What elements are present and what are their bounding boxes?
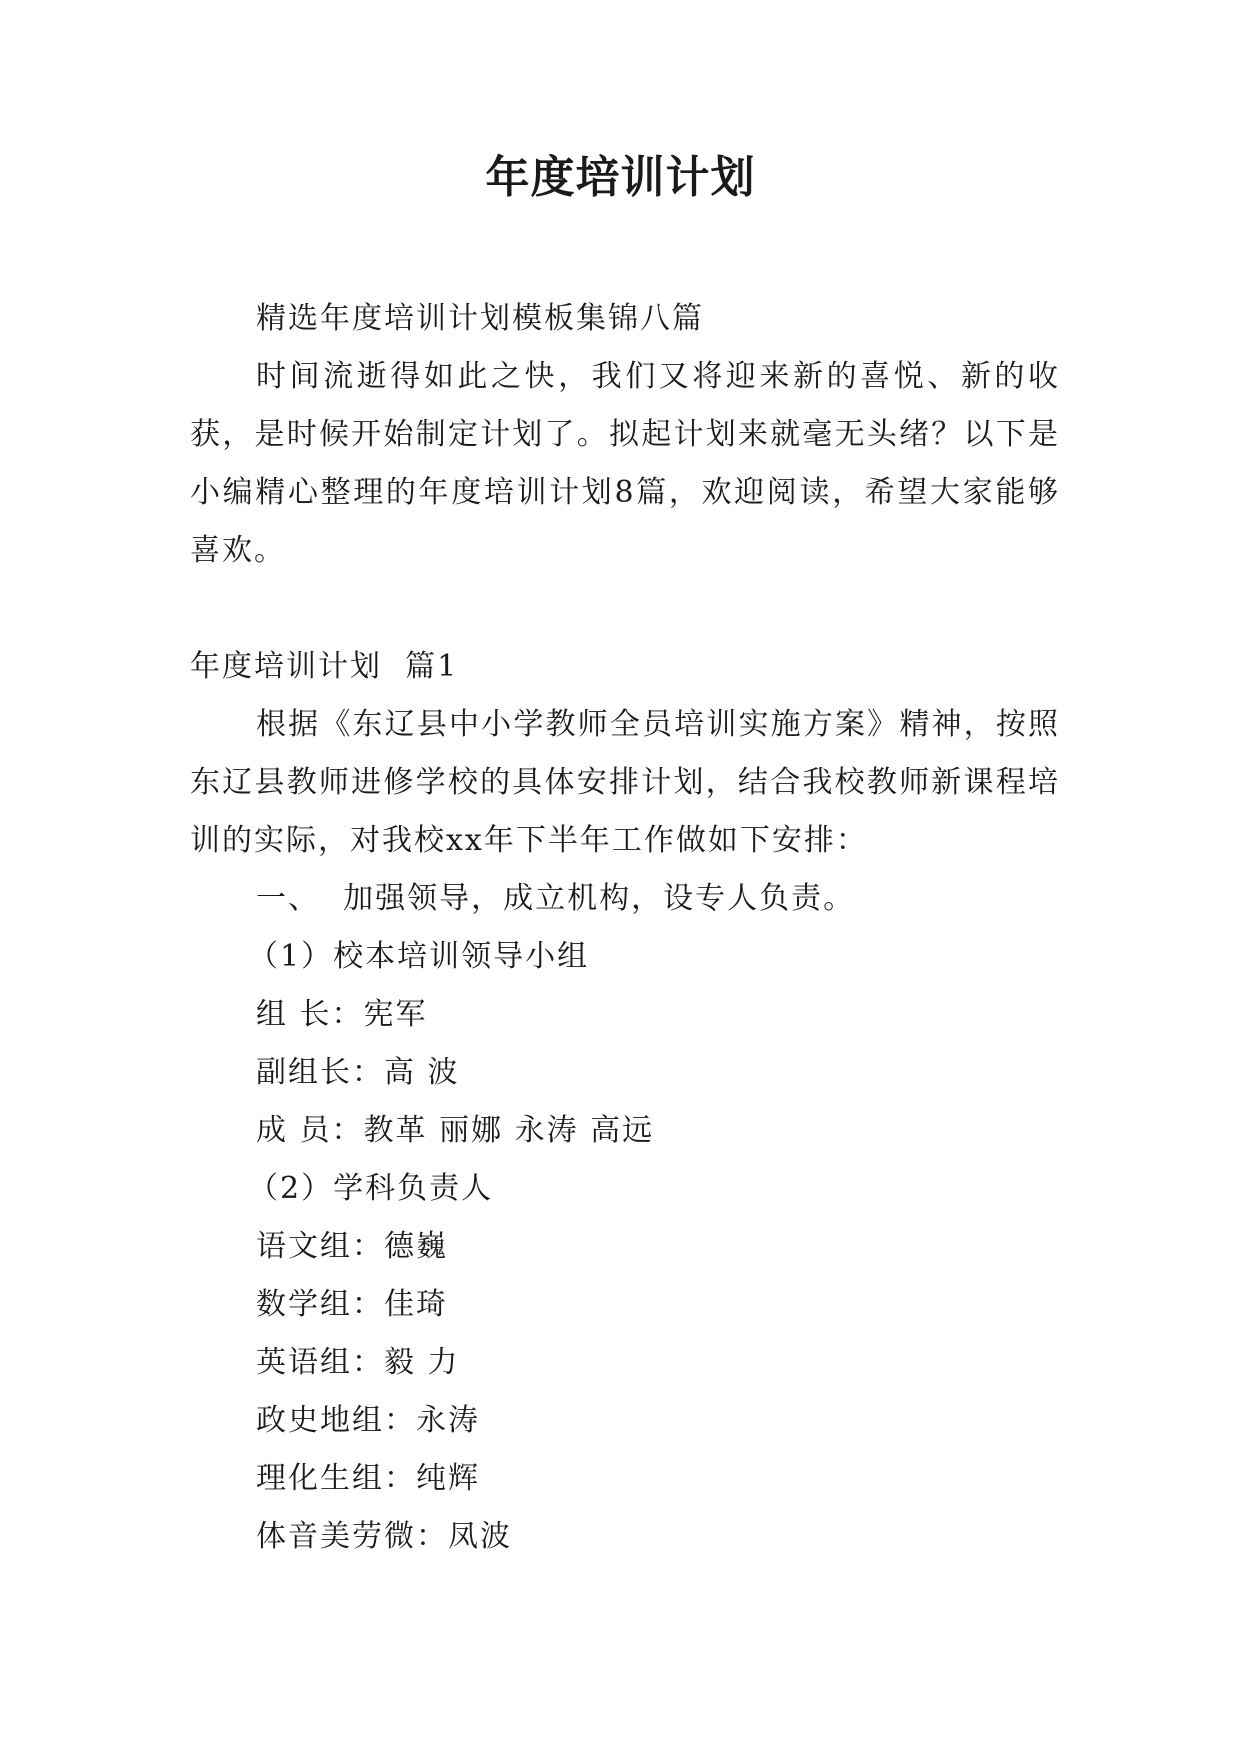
list-item: 数学组：佳琦 [256, 1287, 448, 1322]
document-title: 年度培训计划 [485, 152, 756, 203]
body-paragraph: 根据《东辽县中小学教师全员培训实施方案》精神，按照东辽县教师进修学校的具体安排计划，结合我校教师新课程培训的实际，对我校xx年下半年工作做如下安排： [190, 707, 1060, 858]
subheading-subject-leads: （2）学科负责人 [248, 1171, 494, 1206]
list-item: 副组长：高 波 [256, 1055, 460, 1090]
list-item: 语文组：德巍 [256, 1229, 448, 1264]
list-item: 政史地组：永涛 [256, 1403, 480, 1438]
list-item: 理化生组：纯辉 [256, 1461, 480, 1496]
list-item: 成 员：教革 丽娜 永涛 高远 [256, 1113, 655, 1148]
list-item: 体音美劳微：凤波 [256, 1519, 512, 1554]
section-heading: 年度培训计划 篇1 [190, 649, 459, 684]
intro-heading: 精选年度培训计划模板集锦八篇 [256, 301, 704, 336]
list-item: 组 长：宪军 [256, 997, 428, 1032]
subheading-leadership-group: （1）校本培训领导小组 [248, 939, 590, 974]
list-item-heading: 一、 加强领导，成立机构，设专人负责。 [256, 881, 856, 916]
document-body [190, 290, 1060, 1566]
list-item: 英语组：毅 力 [256, 1345, 460, 1380]
intro-paragraph: 时间流逝得如此之快，我们又将迎来新的喜悦、新的收获，是时候开始制定计划了。拟起计划来就毫无头绪？以下是小编精心整理的年度培训计划8篇，欢迎阅读，希望大家能够喜欢。 [190, 359, 1060, 568]
